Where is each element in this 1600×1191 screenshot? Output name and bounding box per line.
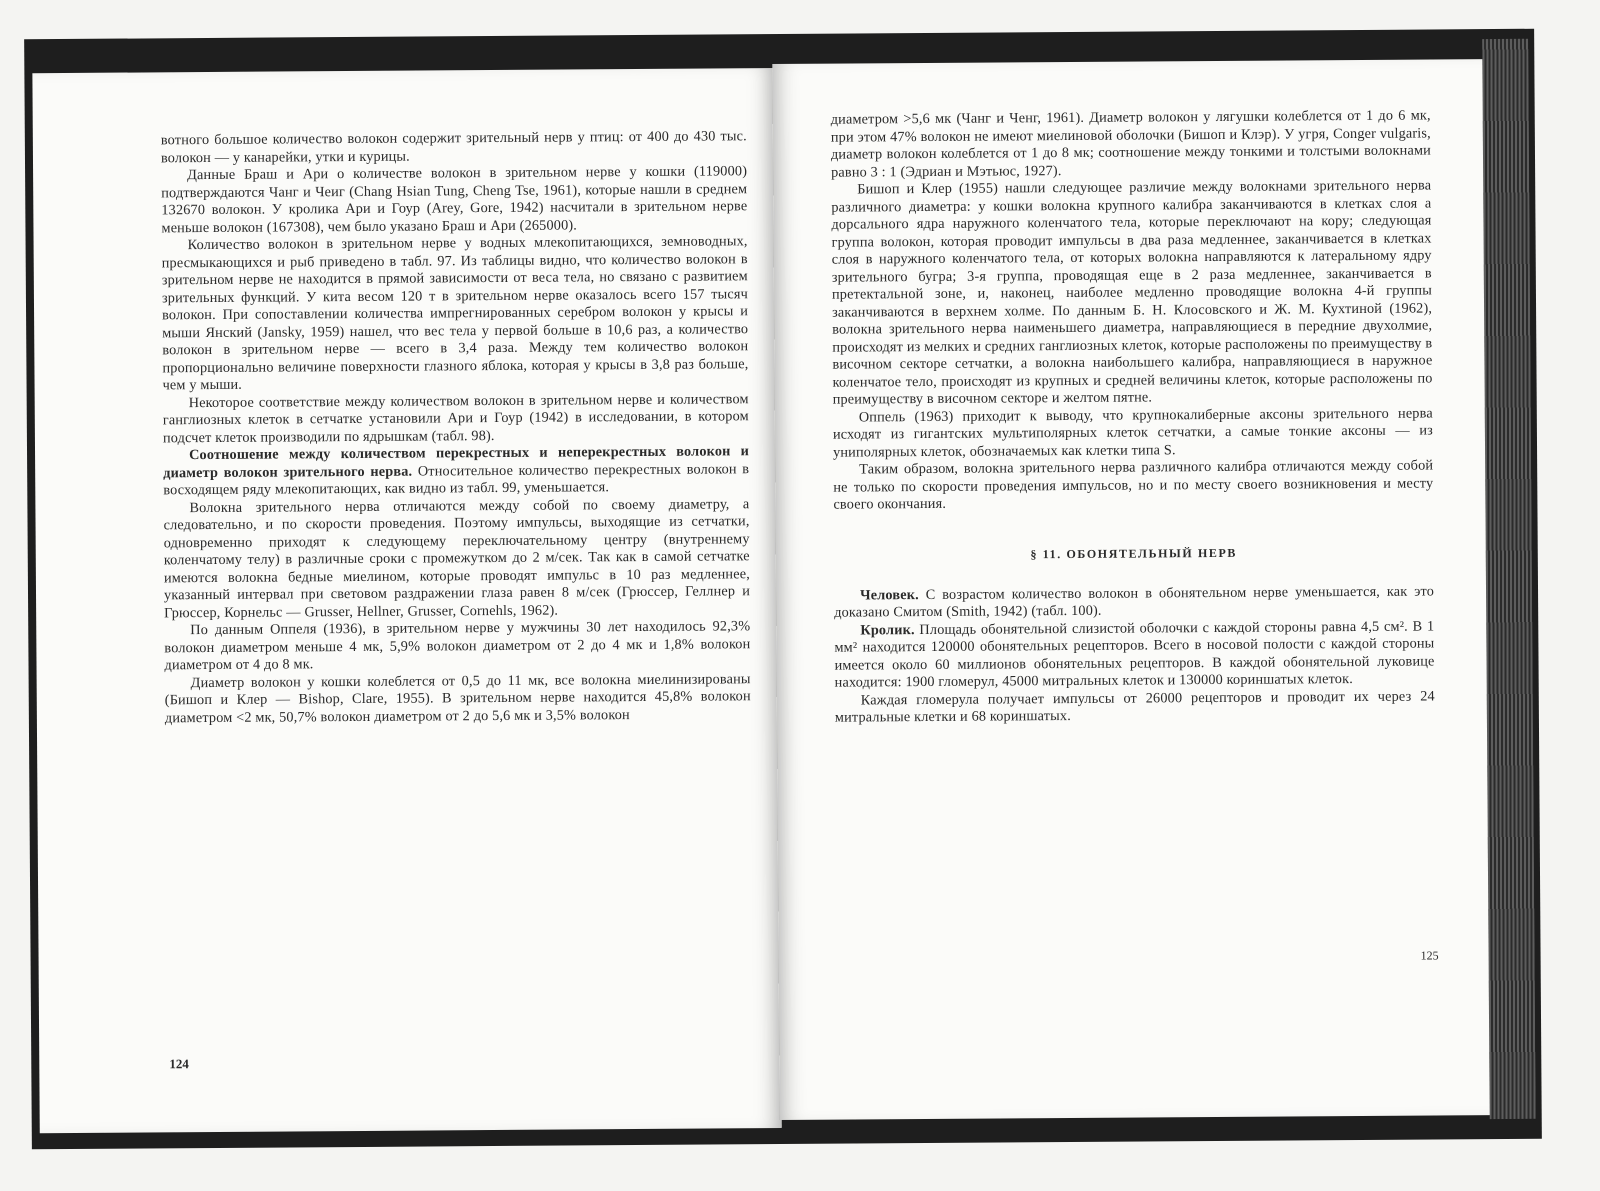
paragraph-lead-bold: Человек.	[859, 586, 919, 603]
paragraph: Количество волокон в зрительном нерве у водных млекопитающихся, земноводных, пресмыкающихся и рыб приведено в табл. 97. Из таблицы видно, что количество волокон в зрительном нерве не находится в прямой зависимости от веса тела, но связано с развитием зрительных функций. У кита весом 120 т в зрительном нерве оказалось всего 157 тысяч волокон. При сопоставлении количества импрегнированных серебром волокон у крысы и мыши Янский (Jansky, 1959) нашел, что вес тела у первой больше в 10,6 раз, а количество волокон в зрительном нерве — всего в 3,4 раза. Между тем количество волокон пропорционально величине поверхности глазного яблока, которая у крысы в 3,8 раз больше, чем у мыши.	[161, 233, 749, 394]
paragraph: Диаметр волокон у кошки колеблется от 0,5 до 11 мк, все волокна миелинизированы (Бишоп и Клер — Bishop, Clare, 1955). В зрительном нерве находится 45,8% волокон диаметром <2 мк, 50,7% волокон диаметром от 2 до 5,6 мк и 3,5% волокон	[164, 670, 751, 726]
left-page-text	[161, 128, 751, 727]
right-page-text	[831, 107, 1435, 727]
paragraph: Волокна зрительного нерва отличаются между собой по своему диаметру, а следовательно, и по скорости проведения. Поэтому импульсы, выходящие из сетчатки, одновременно приходят к следующему переключательному центру (внутреннему коленчатому телу) в различные сроки с промежутком до 2 м/сек. Так как в самой сетчатке имеются волокна бедные миелином, которые проводят импульс в 10 раз медленнее, указанный интервал при световом раздражении глаза равен 8 м/сек (Грюссер, Геллнер и Грюссер, Корнельс — Grusser, Hellner, Grusser, Cornehls, 1962).	[163, 495, 751, 621]
paragraph	[834, 618, 1434, 692]
paragraph: Данные Браш и Ари о количестве волокон в зрительном нерве у кошки (119000) подтверждаются Чанг и Чеиг (Chang Hsian Tung, Cheng Tse, 1961), которые нашли в среднем 132670 волокон. У кролика Ари и Гоур (Arey, Gore, 1942) насчитали в зрительном нерве меньше волокон (167308), чем было указано Браш и Ари (265000).	[161, 163, 748, 236]
paragraph: Каждая гломерула получает импульсы от 26000 рецепторов и проводит их через 24 митральные клетки и 68 кориншатых.	[834, 687, 1435, 726]
paragraph: Некоторое соответствие между количеством волокон в зрительном нерве и количеством ганглиозных клеток в сетчатке установили Ари и Гоур (1942) в исследовании, в котором подсчет клеток производили по ядрышкам (табл. 98).	[162, 390, 749, 446]
paragraph: диаметром >5,6 мк (Чанг и Ченг, 1961). Диаметр волокон у лягушки колеблется от 1 до 6 мк, при этом 47% волокон не имеют миелиновой оболочки (Бишоп и Клэр). У угря, Conger vulgaris, диаметр волокон колеблется от 1 до 8 мк; соотношение между тонкими и толстыми волокнами равно 3 : 1 (Эдриан и Мэтьюс, 1927).	[830, 107, 1432, 181]
paragraph-body: С возрастом количество волокон в обонятельном нерве уменьшается, как это доказано Смитом (Smith, 1942) (табл. 100).	[834, 582, 1435, 621]
right-page	[772, 59, 1491, 1120]
open-book	[24, 29, 1542, 1150]
page-number: 125	[1420, 948, 1439, 963]
section-heading: § 11. ОБОНЯТЕЛЬНЫЙ НЕРВ	[1030, 545, 1238, 561]
left-page	[32, 68, 781, 1133]
paragraph: По данным Оппеля (1936), в зрительном нерве у мужчины 30 лет находилось 92,3% волокон диаметром меньше 4 мк, 5,9% волокон диаметром от 2 до 4 мк и 1,8% волокон диаметром от 4 до 8 мк.	[164, 618, 751, 674]
paragraph: Оппель (1963) приходит к выводу, что крупнокалиберные аксоны зрительного нерва исходят из гигантских мультиполярных клеток сетчатки, а самые тонкие аксоны — из униполярных клеток, обозначаемых как клетки типа S.	[832, 404, 1433, 461]
paragraph: Таким образом, волокна зрительного нерва различного калибра отличаются между собой не только по скорости проведения импульсов, но и по месту своего возникновения и месту своего окончания.	[833, 457, 1434, 513]
paragraph-lead-bold: Кролик.	[860, 621, 915, 638]
paragraph	[163, 443, 749, 500]
paragraph: вотного большое количество волокон содержит зрительный нерв у птиц: от 400 до 430 тыс. волокон — у канарейки, утки и курицы.	[160, 128, 747, 166]
paragraph-lead-bold: Соотношение между количеством перекрестных и неперекрестных волокон и диаметр волокон зрительного нерва.	[163, 443, 750, 481]
paragraph-body: Площадь обонятельной слизистой оболочки с каждой стороны равна 4,5 см². В 1 мм² находится 120000 обонятельных рецепторов. Всего в носовой полости с каждой стороны имеется около 60 миллионов обонятельных рецепторов. В каждой обонятельной луковице находится: 1900 гломерул, 45000 митральных клеток и 130000 кориншатых клеток.	[834, 617, 1435, 691]
page-edges	[1482, 39, 1536, 1119]
page-number: 124	[169, 1056, 189, 1072]
paragraph	[834, 583, 1434, 622]
paragraph: Бишоп и Клер (1955) нашли следующее различие между волокнами зрительного нерва различного диаметра: у кошки волокна крупного калибра заканчиваются в клетках слоя a дорсального ядра наружного коленчатого тела, которые переключают на кору; следующая группа волокон, которая проводит импульсы в два раза медленнее, заканчивается в клетках слоя в наружного коленчатого тела, от которых волокна направляются к латеральному ядру зрительного бугра; 3-я группа, проводящая еще в 2 раза медленнее, заканчивается в претектальной зоне, и, наконец, наиболее медленно проводящие волокна 4-й группы заканчиваются в верхнем холме. По данным Б. Н. Клосовского и Ж. М. Кухтиной (1962), волокна зрительного нерва наименьшего диаметра, направляющиеся в передние двухолмие, происходят из мелких и средних ганглиозных клеток, которые расположены по преимуществу в височном секторе сетчатки, а волокна наибольшего калибра, направляющиеся в наружное коленчатое тело, происходят из крупных и средней величины клеток, которые расположены по преимуществу в височном секторе и желтом пятне.	[831, 177, 1433, 408]
paragraph-body: Относительное количество перекрестных волокон в восходящем ряду млекопитающих, как видно из табл. 99, уменьшается.	[163, 460, 750, 499]
